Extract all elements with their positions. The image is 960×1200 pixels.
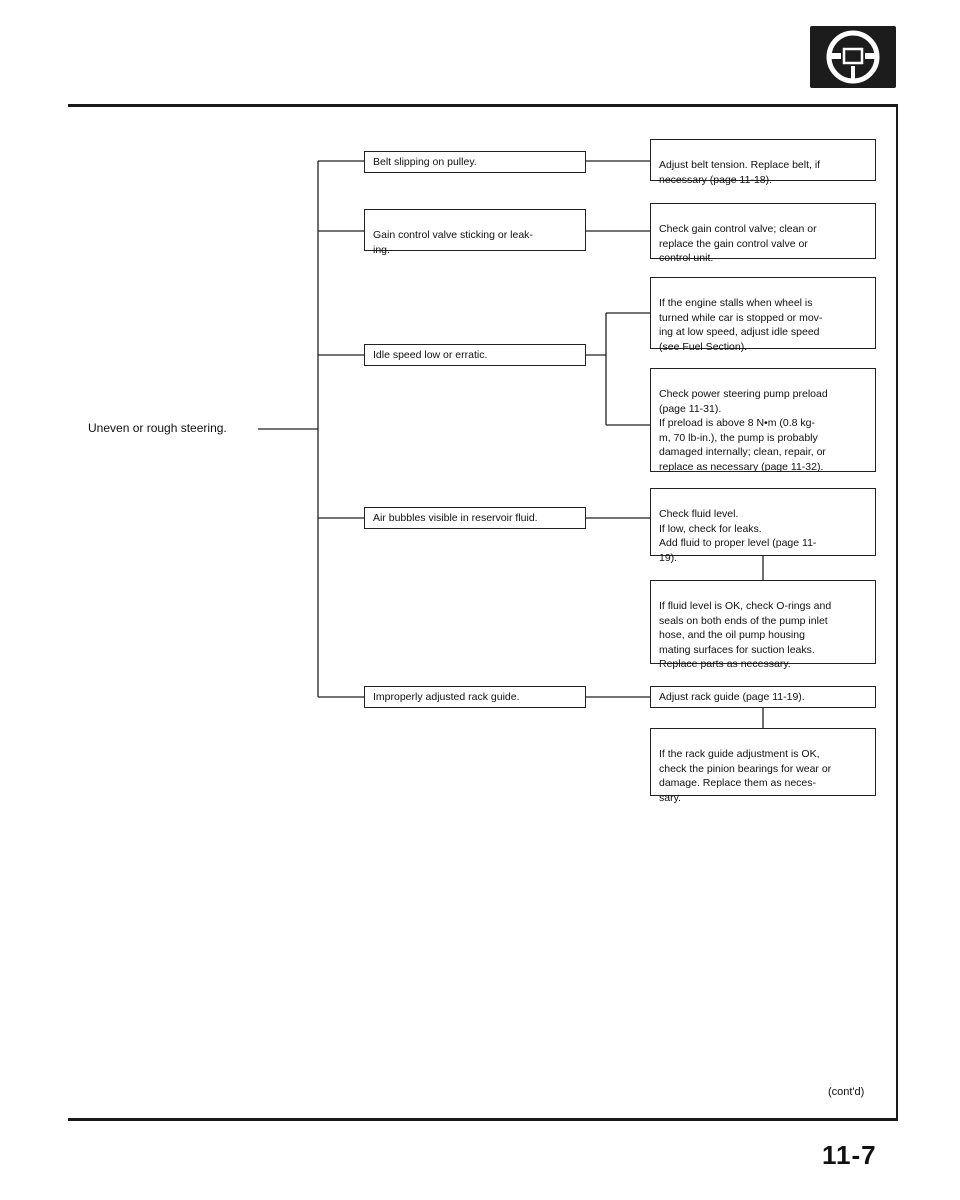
remedy-text: Check gain control valve; clean or replace the gain control valve or control unit. [659, 223, 817, 265]
cause-text: Idle speed low or erratic. [373, 349, 488, 361]
remedy-text: Check fluid level. If low, check for leaks. Add fluid to proper level (page 11- 19). [659, 508, 817, 564]
cause-box-rack-guide [364, 686, 586, 708]
remedy-box-engine-stalls [650, 277, 876, 353]
cause-text: Improperly adjusted rack guide. [373, 691, 520, 703]
continued-label: (cont'd) [828, 1086, 865, 1098]
remedy-text: Check power steering pump preload (page 11-31). If preload is above 8 N•m (0.8 kg- m, 70 lb-in.), the pump is probably damaged internally; clean, repair, or replace as necessary (page 11-32). [659, 388, 828, 473]
symptom-label: Uneven or rough steering. [88, 421, 227, 435]
remedy-box-fluid-ok [650, 580, 876, 671]
remedy-box-pinion-bearings [650, 728, 876, 804]
remedy-box-check-gain-valve [650, 203, 876, 265]
cause-text: Gain control valve sticking or leak- ing. [373, 229, 533, 256]
page-number: 11-7 [822, 1140, 877, 1170]
cause-box-air-bubbles [364, 507, 586, 529]
remedy-text: Adjust rack guide (page 11-19). [659, 691, 805, 703]
remedy-box-pump-preload [650, 368, 876, 472]
cause-text: Air bubbles visible in reservoir fluid. [373, 512, 538, 524]
cause-text: Belt slipping on pulley. [373, 156, 477, 168]
remedy-box-adjust-rack-guide [650, 686, 876, 708]
remedy-text: If the engine stalls when wheel is turned while car is stopped or mov- ing at low speed, adjust idle speed (see Fuel Section). [659, 297, 823, 353]
remedy-box-check-fluid [650, 488, 876, 564]
cause-box-belt-slipping [364, 151, 586, 173]
cause-box-idle-speed [364, 344, 586, 366]
remedy-box-adjust-belt [650, 139, 876, 186]
remedy-text: If the rack guide adjustment is OK, check the pinion bearings for wear or damage. Replace them as neces- sary. [659, 748, 832, 804]
cause-box-gain-control-valve [364, 209, 586, 256]
remedy-text: Adjust belt tension. Replace belt, if necessary (page 11-18). [659, 159, 821, 186]
remedy-text: If fluid level is OK, check O-rings and seals on both ends of the pump inlet hose, and the oil pump housing mating surfaces for suction leaks. Replace parts as necessary. [659, 600, 832, 671]
